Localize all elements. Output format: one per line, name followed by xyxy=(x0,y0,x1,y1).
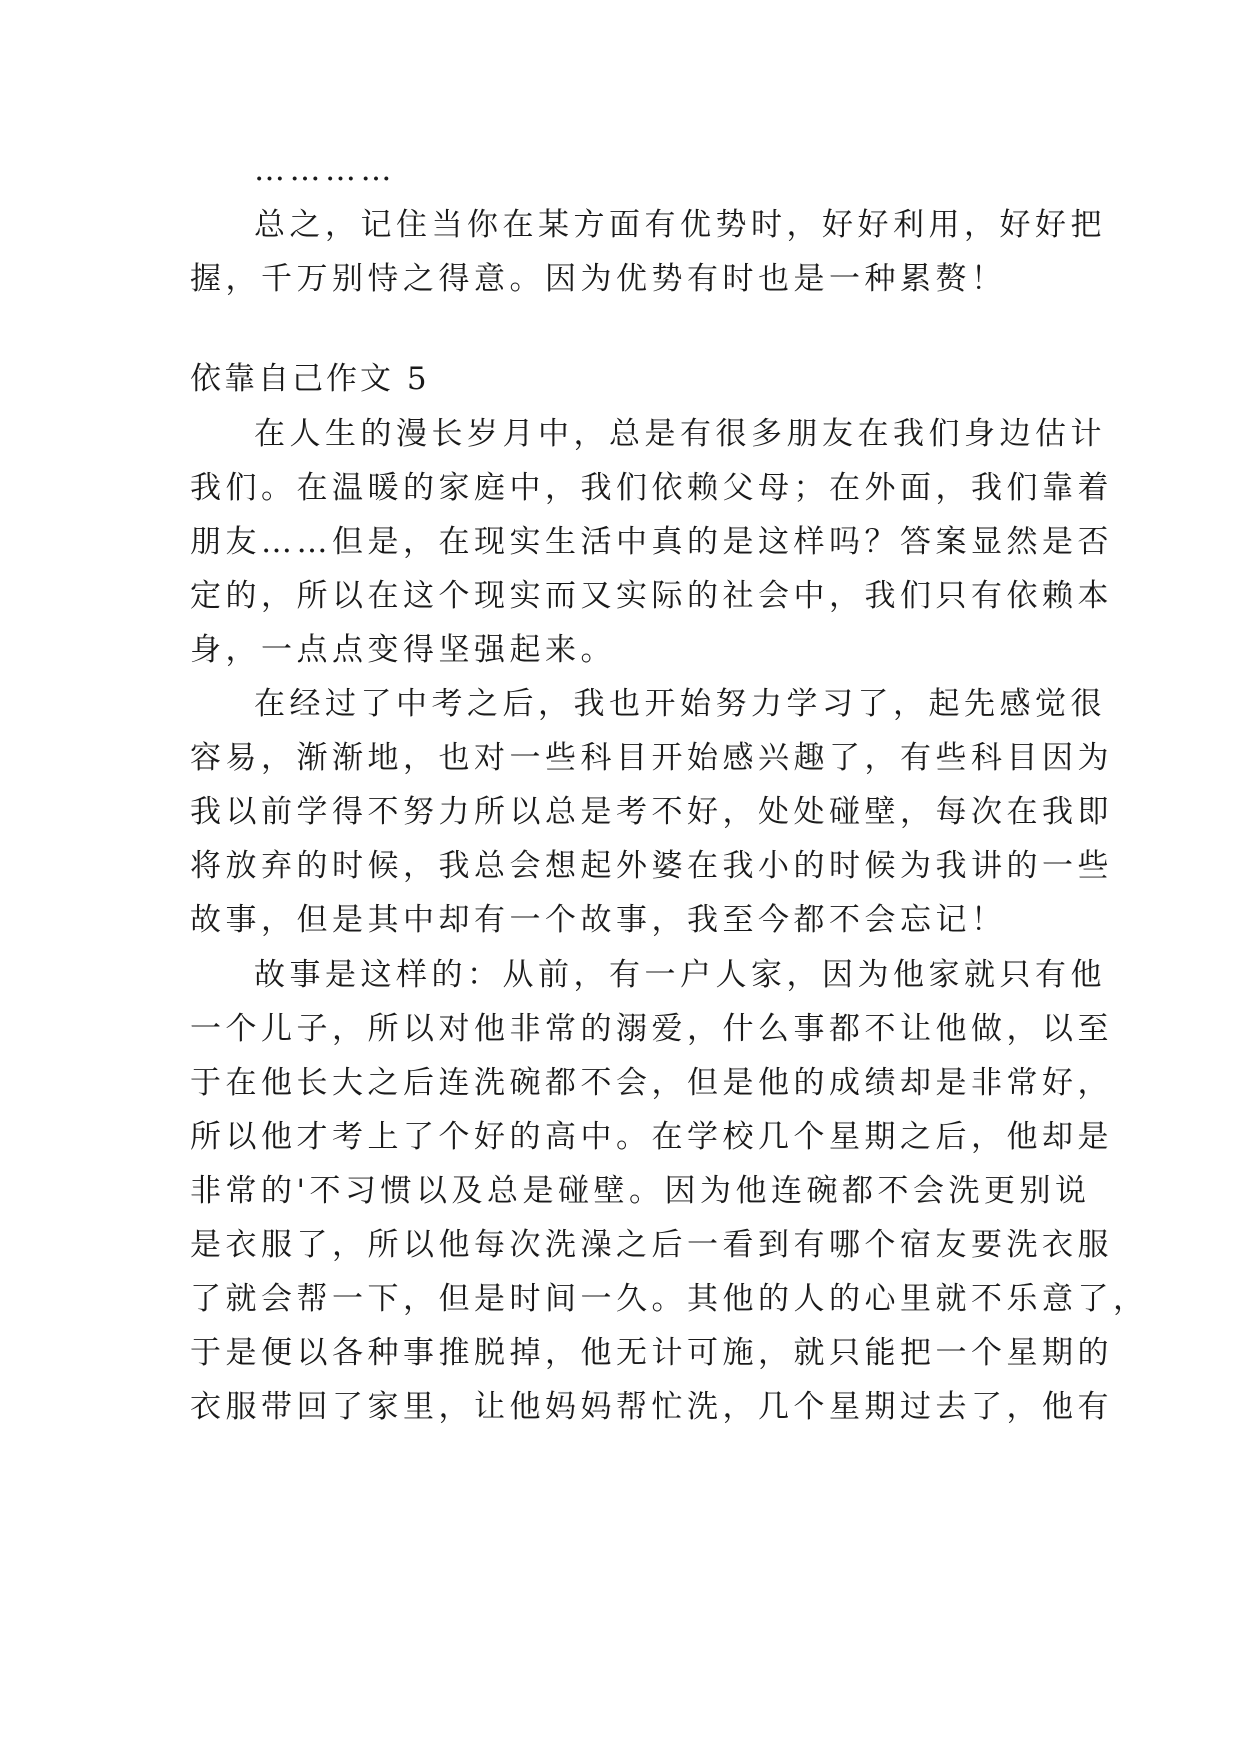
p3-line-4: 所以他才考上了个好的高中。在学校几个星期之后，他却是 xyxy=(190,1119,1113,1155)
p2-line-3: 我以前学得不努力所以总是考不好，处处碰壁，每次在我即 xyxy=(190,794,1113,830)
p1-line-5: 身，一点点变得坚强起来。 xyxy=(190,632,616,668)
p1-line-1: 在人生的漫长岁月中，总是有很多朋友在我们身边估计 xyxy=(254,416,1106,452)
p3-line-5: 非常的'不习惯以及总是碰壁。因为他连碗都不会洗更别说 xyxy=(190,1173,1091,1209)
p1-line-4: 定的，所以在这个现实而又实际的社会中，我们只有依赖本 xyxy=(190,578,1113,614)
p3-line-1: 故事是这样的：从前，有一户人家，因为他家就只有他 xyxy=(254,957,1106,993)
p3-line-2: 一个儿子，所以对他非常的溺爱，什么事都不让他做，以至 xyxy=(190,1011,1113,1047)
p1-line-3: 朋友……但是，在现实生活中真的是这样吗？答案显然是否 xyxy=(190,524,1113,560)
conclusion-line-1: 总之，记住当你在某方面有优势时，好好利用，好好把 xyxy=(254,207,1106,243)
essay-heading: 依靠自己作文 5 xyxy=(190,361,430,397)
p3-line-6: 是衣服了，所以他每次洗澡之后一看到有哪个宿友要洗衣服 xyxy=(190,1227,1113,1263)
p2-line-4: 将放弃的时候，我总会想起外婆在我小的时候为我讲的一些 xyxy=(190,848,1113,884)
conclusion-line-2: 握，千万别恃之得意。因为优势有时也是一种累赘！ xyxy=(190,261,1007,297)
p3-line-7: 了就会帮一下，但是时间一久。其他的人的心里就不乐意了， xyxy=(190,1281,1149,1317)
p3-line-3: 于在他长大之后连洗碗都不会，但是他的成绩却是非常好， xyxy=(190,1065,1113,1101)
p2-line-2: 容易，渐渐地，也对一些科目开始感兴趣了，有些科目因为 xyxy=(190,740,1113,776)
p2-line-5: 故事，但是其中却有一个故事，我至今都不会忘记！ xyxy=(190,902,1007,938)
p3-line-9: 衣服带回了家里，让他妈妈帮忙洗，几个星期过去了，他有 xyxy=(190,1389,1113,1425)
p2-line-1: 在经过了中考之后，我也开始努力学习了，起先感觉很 xyxy=(254,686,1106,722)
p3-line-8: 于是便以各种事推脱掉，他无计可施，就只能把一个星期的 xyxy=(190,1335,1113,1371)
p1-line-2: 我们。在温暖的家庭中，我们依赖父母；在外面，我们靠着 xyxy=(190,470,1113,506)
ellipsis-line: ………… xyxy=(254,152,396,188)
